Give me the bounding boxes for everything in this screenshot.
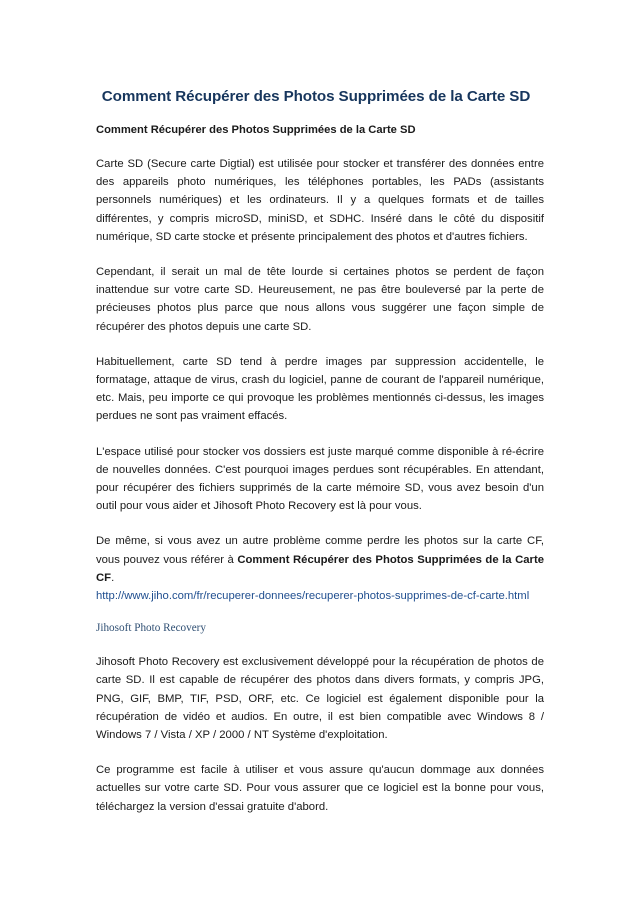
paragraph-recoverable: L'espace utilisé pour stocker vos dossiers est juste marqué comme disponible à ré-écrire de nouvelles données. C'est pourquoi images perdues sont récupérables. En attendant, pour récupérer des fichiers supprimés de la carte mémoire SD, vous avez besoin d'un outil pour vous aider et Jihosoft Photo Recovery est là pour vous. bbox=[96, 445, 544, 513]
paragraph-cf-card bbox=[96, 532, 544, 605]
cf-period: . bbox=[111, 571, 115, 584]
cf-article-title: Comment Récupérer des Photos Supprimées de la Carte CF bbox=[96, 553, 544, 584]
paragraph-product-trial: Ce programme est facile à utiliser et vous assure qu'aucun dommage aux données actuelles sur votre carte SD. Pour vous assurer que ce logiciel est la bonne pour vous, téléchargez la version d'essai gratuite d'abord. bbox=[96, 764, 544, 813]
paragraph-sd-card-intro: Carte SD (Secure carte Digtial) est utilisée pour stocker et transférer des données entre des appareils photo numériques, les téléphones portables, les PADs (assistants personnels numériques) et les ordinateurs. Il y a quelques formats et de tailles différentes, y compris microSD, miniSD, et SDHC. Inséré dans le côté du dispositif numérique, SD carte stocke et présente principalement des photos et d'autres fichiers. bbox=[96, 158, 544, 243]
document-page bbox=[96, 88, 544, 833]
product-name: Jihosoft Photo Recovery bbox=[96, 622, 207, 635]
paragraph-product-description: Jihosoft Photo Recovery est exclusivement développé pour la récupération de photos de carte SD. Il est capable de récupérer des photos dans divers formats, y compris JPG, PNG, GIF, BMP, TIF, PSD, ORF, etc. Ce logiciel est également disponible pour la récupération de vidéo et audios. En outre, il est bien compatible avec Windows 8 / Windows 7 / Vista / XP / 2000 / NT Système d'exploitation. bbox=[96, 656, 544, 742]
paragraph-lost-photos: Cependant, il serait un mal de tête lourde si certaines photos se perdent de façon inattendue sur votre carte SD. Heureusement, ne pas être bouleversé par la perte de précieuses photos plus parce que nous allons vous suggérer une façon simple de récupérer des photos depuis une carte SD. bbox=[96, 266, 544, 333]
section-subheading: Comment Récupérer des Photos Supprimées de la Carte SD bbox=[96, 124, 416, 136]
paragraph-loss-causes: Habituellement, carte SD tend à perdre images par suppression accidentelle, le formatage, attaque de virus, crash du logiciel, panne de courant de l'appareil numérique, etc. Mais, peu importe ce qui provoque les problèmes mentionnés ci-dessus, les images perdues ne sont pas vraiment effacés. bbox=[96, 355, 544, 423]
cf-article-link[interactable]: http://www.jiho.com/fr/recuperer-donnees/recuperer-photos-supprimes-de-cf-carte.html bbox=[96, 590, 530, 603]
cf-intro-text: De même, si vous avez un autre problème comme perdre les photos sur la carte CF, vous pouvez vous référer à bbox=[96, 535, 544, 566]
document-title: Comment Récupérer des Photos Supprimées de la Carte SD bbox=[101, 88, 531, 105]
